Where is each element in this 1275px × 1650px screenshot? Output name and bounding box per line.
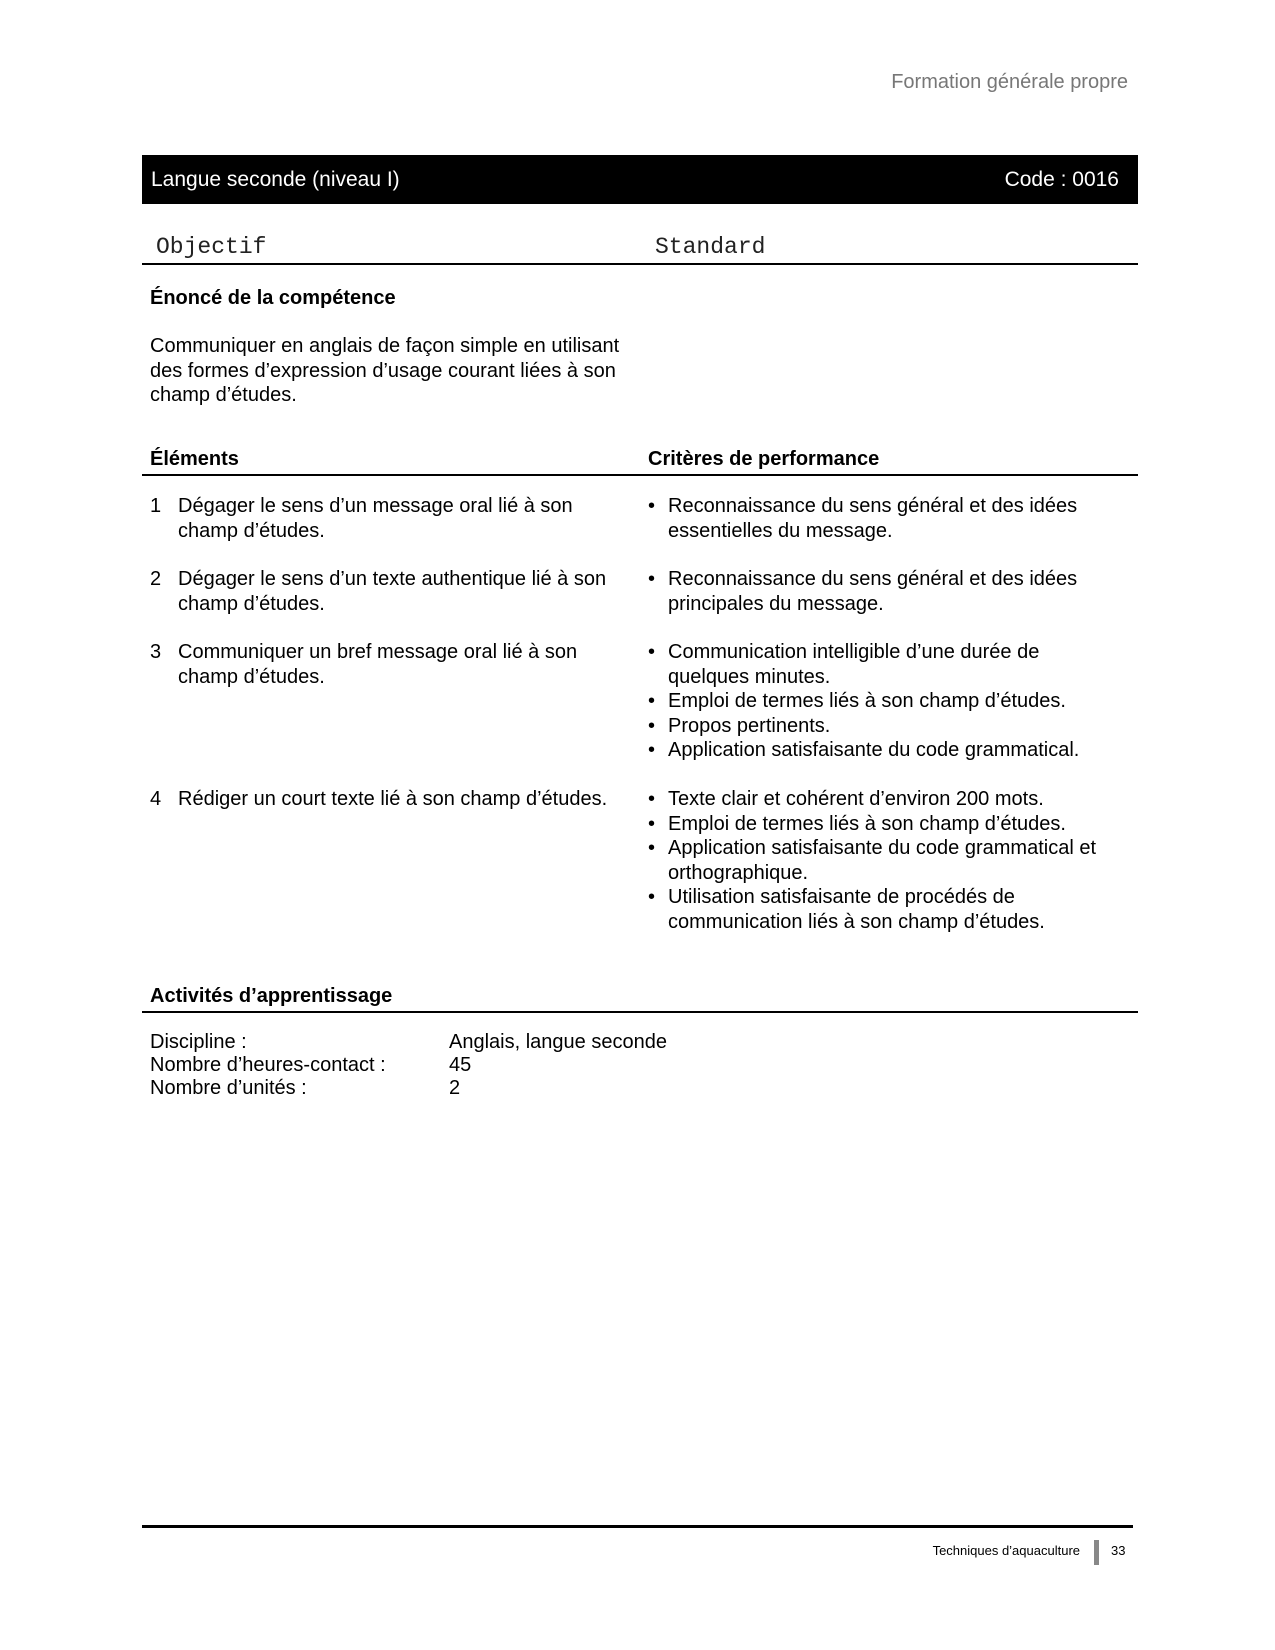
bullet-icon: • [648, 788, 656, 810]
criteria-item: • Reconnaissance du sens général et des idées essentielles du message. [648, 495, 1078, 542]
element-item [150, 787, 630, 812]
objectif-label: Objectif [156, 234, 267, 260]
criteria-list [646, 567, 1126, 616]
footer-rule [142, 1525, 1133, 1528]
discipline-label: Discipline : [150, 1031, 247, 1053]
element-text: Dégager le sens d’un message oral lié à son champ d’études. [178, 495, 573, 542]
objectif-standard-header [142, 232, 1138, 265]
bullet-icon: • [648, 568, 656, 590]
criteria-item: • Texte clair et cohérent d’environ 200 mots. [648, 788, 1044, 810]
running-head: Formation générale propre [891, 71, 1128, 93]
elements-header [142, 446, 1138, 476]
units-value: 2 [449, 1077, 461, 1099]
course-title-bar [142, 155, 1138, 204]
element-item [150, 494, 630, 543]
page-number: 33 [1111, 1543, 1126, 1558]
criteria-item: • Application satisfaisante du code grammatical. [648, 739, 1080, 761]
course-name: Langue seconde (niveau I) [151, 167, 400, 191]
units-label: Nombre d’unités : [150, 1077, 307, 1099]
criteria-item: • Emploi de termes liés à son champ d’études. [648, 812, 1066, 835]
element-item [150, 567, 630, 616]
criteria-heading: Critères de performance [648, 448, 880, 470]
criteria-item: • Application satisfaisante du code grammatical et orthographique. [648, 837, 1097, 884]
element-number: 2 [150, 568, 162, 590]
bullet-icon: • [648, 886, 656, 908]
criteria-item: • Propos pertinents. [648, 714, 831, 737]
element-number: 4 [150, 788, 162, 810]
element-text: Rédiger un court texte lié à son champ d’études. [178, 788, 608, 810]
bullet-icon: • [648, 690, 656, 712]
criteria-item: • Utilisation satisfaisante de procédés de communication liés à son champ d’études. [648, 886, 1045, 933]
enonce-text: Communiquer en anglais de façon simple en utilisant des formes d’expression d’usage courant liées à son champ d’études. [150, 335, 620, 406]
criteria-item: • Reconnaissance du sens général et des idées principales du message. [648, 568, 1078, 615]
bullet-icon: • [648, 495, 656, 517]
criteria-list [646, 640, 1126, 763]
element-text: Dégager le sens d’un texte authentique lié à son champ d’études. [178, 568, 607, 615]
footer-title: Techniques d’aquaculture [932, 1543, 1080, 1558]
bullet-icon: • [648, 837, 656, 859]
footer-separator [1094, 1540, 1099, 1565]
activites-heading: Activités d’apprentissage [150, 985, 393, 1007]
enonce-heading: Énoncé de la compétence [150, 287, 396, 309]
element-number: 1 [150, 495, 162, 517]
element-number: 3 [150, 641, 162, 663]
standard-label: Standard [655, 234, 766, 260]
bullet-icon: • [648, 739, 656, 761]
bullet-icon: • [648, 641, 656, 663]
discipline-value: Anglais, langue seconde [449, 1031, 667, 1053]
hours-value: 45 [449, 1054, 472, 1076]
bullet-icon: • [648, 714, 656, 737]
hours-label: Nombre d’heures-contact : [150, 1054, 386, 1076]
criteria-list [646, 787, 1126, 934]
bullet-icon: • [648, 812, 656, 835]
course-code: Code : 0016 [1004, 167, 1119, 191]
element-item [150, 640, 630, 689]
criteria-item: • Communication intelligible d’une durée de quelques minutes. [648, 641, 1040, 688]
elements-heading: Éléments [150, 448, 239, 470]
criteria-item: • Emploi de termes liés à son champ d’études. [648, 690, 1066, 712]
criteria-list [646, 494, 1126, 543]
activites-header [142, 983, 1138, 1013]
element-text: Communiquer un bref message oral lié à son champ d’études. [178, 641, 578, 688]
